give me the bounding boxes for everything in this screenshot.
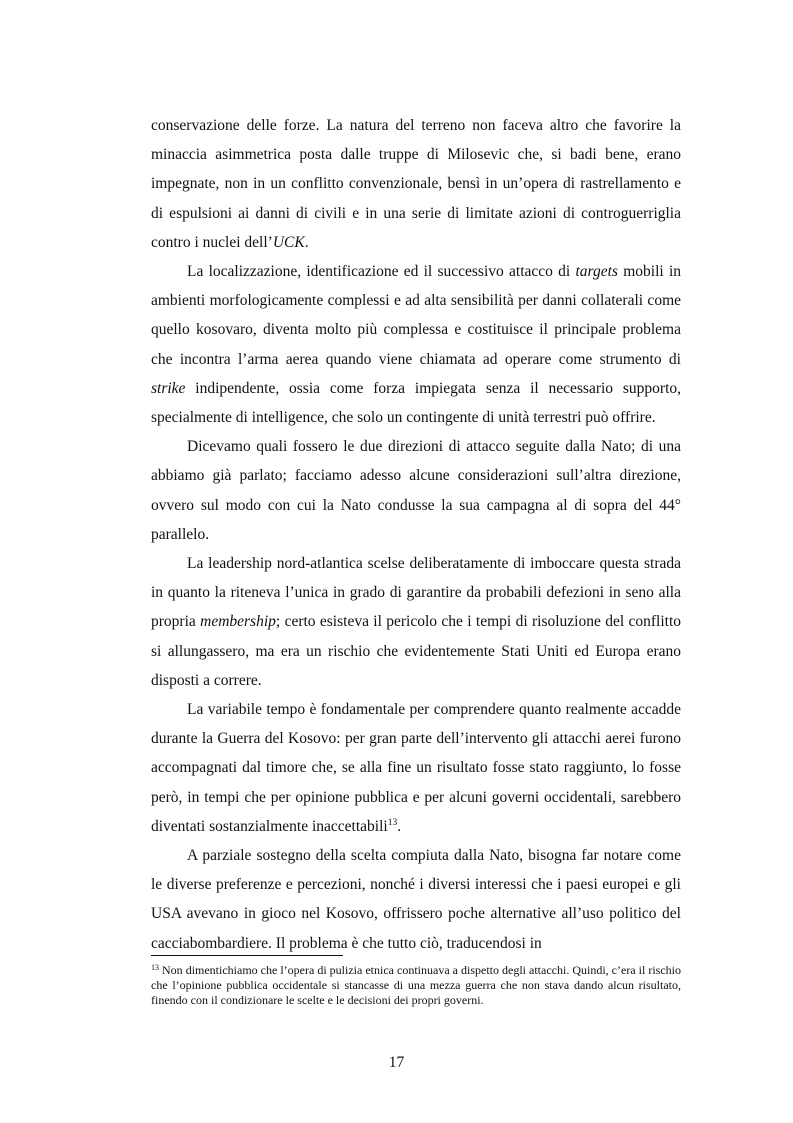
membership-term: membership xyxy=(200,613,276,631)
paragraph-3: Dicevamo quali fossero le due direzioni di attacco seguite dalla Nato; di una abbiamo già parlato; facciamo adesso alcune considerazioni sull’altra direzione, ovvero sul modo con cui la Nato condusse la sua campagna al di sopra del 44° parallelo. xyxy=(151,438,681,543)
footnote-reference[interactable]: 13 xyxy=(387,817,398,828)
footnote-text: Non dimentichiamo che l’opera di pulizia etnica continuava a dispetto degli attacchi. Quindi, c’era il rischio che l’opinione pubblica occidentale si stancasse di una mezza guerra che non stava dando alcun risultato, finendo con il condizionare le scelte e le decisioni dei propri governi. xyxy=(151,963,681,1008)
paragraph-1: conservazione delle forze. La natura del terreno non faceva altro che favorire la minaccia asimmetrica posta dalle truppe di Milosevic che, si badi bene, erano impegnate, non in un conflitto convenzionale, bensì in un’opera di rastrellamento e di espulsioni ai danni di civili e in una serie di limitate azioni di controguerriglia contro i nuclei dell’UCK. xyxy=(151,117,681,251)
targets-term: targets xyxy=(575,263,618,281)
footnote-number: 13 xyxy=(151,963,159,972)
footnote-divider xyxy=(151,955,343,956)
paragraph-2: La localizzazione, identificazione ed il successivo attacco di targets mobili in ambienti morfologicamente complessi e ad alta sensibilità per danni collaterali come quello kosovaro, diventa molto più complessa e costituisce il principale problema che incontra l’arma aerea quando viene chiamata ad operare come strumento di strike indipendente, ossia come forza impiegata senza il necessario supporto, specialmente di intelligence, che solo un contingente di unità terrestri può offrire. xyxy=(151,263,681,427)
paragraph-6: A parziale sostegno della scelta compiuta dalla Nato, bisogna far notare come le diverse preferenze e percezioni, nonché i diversi interessi che i paesi europei e gli USA avevano in gioco nel Kosovo, offrissero poche alternative all’uso politico del cacciabombardiere. Il problema è che tutto ciò, traducendosi in xyxy=(151,847,681,952)
strike-term: strike xyxy=(151,379,186,397)
page-number: 17 xyxy=(388,1054,405,1071)
footnote xyxy=(151,963,681,1009)
paragraph-4: La leadership nord-atlantica scelse deliberatamente di imboccare questa strada in quanto la riteneva l’unica in grado di garantire da probabili defezioni in seno alla propria membership; certo esisteva il pericolo che i tempi di risoluzione del conflitto si allungassero, ma era un rischio che evidentemente Stati Uniti ed Europa erano disposti a correre. xyxy=(151,555,682,689)
paragraph-5: La variabile tempo è fondamentale per comprendere quanto realmente accadde durante la Guerra del Kosovo: per gran parte dell’intervento gli attacchi aerei furono accompagnati dal timore che, se alla fine un risultato fosse stato raggiunto, lo fosse però, in tempi che per opinione pubblica e per alcuni governi occidentali, sarebbero diventati sostanzialmente inaccettabili$^{13}$. xyxy=(151,701,681,835)
uck-term: UCK xyxy=(272,233,305,251)
body-text xyxy=(151,111,681,958)
